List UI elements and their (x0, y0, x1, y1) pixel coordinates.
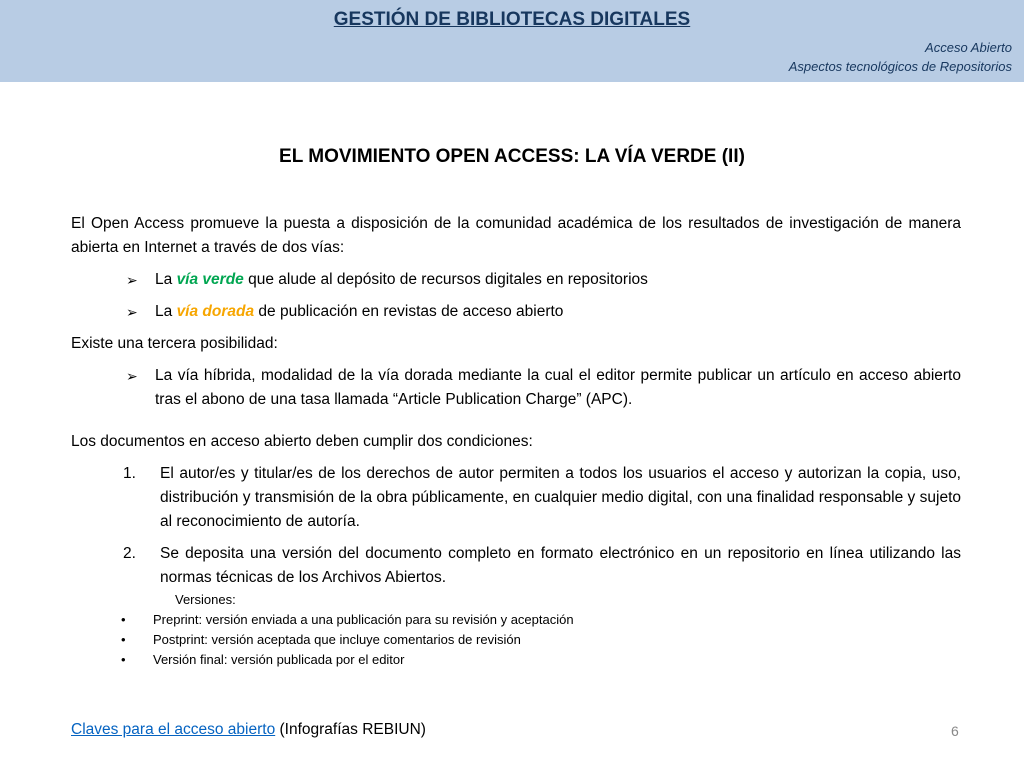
claves-link[interactable]: Claves para el acceso abierto (71, 721, 276, 738)
tercera-paragraph: Existe una tercera posibilidad: (71, 335, 278, 352)
condition-text: El autor/es y titular/es de los derechos de autor permiten a todos los usuarios el acceso y autorizan la copia, uso, distribución y transmisión de la obra públicamente, en cualquier medio digital, con una finalidad responsable y sujeto al reconocimiento de autoría. (160, 465, 961, 530)
intro-paragraph: El Open Access promueve la puesta a disposición de la comunidad académica de los resultados de investigación de manera abierta en Internet a través de dos vías: (71, 215, 961, 256)
list-item-via-hibrida (71, 364, 961, 412)
via-dorada-text: de publicación en revistas de acceso abierto (254, 303, 564, 320)
header-title: GESTIÓN DE BIBLIOTECAS DIGITALES (333, 9, 691, 30)
arrow-bullet-icon: ➢ (126, 304, 138, 320)
bullet-icon: • (121, 632, 126, 647)
footer (71, 721, 426, 739)
version-text: Versión final: versión publicada por el editor (153, 652, 405, 667)
condition-number: 2. (123, 545, 136, 562)
via-dorada-highlight: vía dorada (176, 303, 255, 320)
header-subtitle (789, 38, 1012, 76)
arrow-bullet-icon: ➢ (126, 272, 138, 288)
slide-body (71, 212, 961, 670)
header-subtitle-1: Acceso Abierto (925, 40, 1012, 55)
page-number: 6 (951, 723, 959, 739)
header-bar (0, 0, 1024, 82)
footer-suffix: (Infografías REBIUN) (275, 721, 426, 738)
versions-label: Versiones: (175, 592, 236, 607)
version-text: Postprint: versión aceptada que incluye comentarios de revisión (153, 632, 521, 647)
version-item (71, 650, 961, 670)
list-item-via-dorada (71, 300, 961, 324)
condition-item-2 (71, 542, 961, 590)
via-verde-prefix: La (155, 271, 177, 288)
slide-title: EL MOVIMIENTO OPEN ACCESS: LA VÍA VERDE (II) (279, 146, 745, 167)
bullet-icon: • (121, 652, 126, 667)
header-subtitle-2: Aspectos tecnológicos de Repositorios (788, 59, 1012, 74)
condition-number: 1. (123, 465, 136, 482)
version-text: Preprint: versión enviada a una publicación para su revisión y aceptación (153, 612, 574, 627)
arrow-bullet-icon: ➢ (126, 368, 138, 384)
via-hibrida-text: La vía híbrida, modalidad de la vía dorada mediante la cual el editor permite publicar un artículo en acceso abierto tras el abono de una tasa llamada “Article Publication Charge” (APC). (155, 367, 961, 408)
condiciones-paragraph: Los documentos en acceso abierto deben cumplir dos condiciones: (71, 433, 533, 450)
version-item (71, 610, 961, 630)
version-item (71, 630, 961, 650)
via-verde-text: que alude al depósito de recursos digitales en repositorios (243, 271, 648, 288)
list-item-via-verde (71, 268, 961, 292)
condition-text: Se deposita una versión del documento completo en formato electrónico en un repositorio en línea utilizando las normas técnicas de los Archivos Abiertos. (160, 545, 961, 586)
condition-item-1 (71, 462, 961, 534)
via-dorada-prefix: La (155, 303, 177, 320)
bullet-icon: • (121, 612, 126, 627)
via-verde-highlight: vía verde (176, 271, 244, 288)
